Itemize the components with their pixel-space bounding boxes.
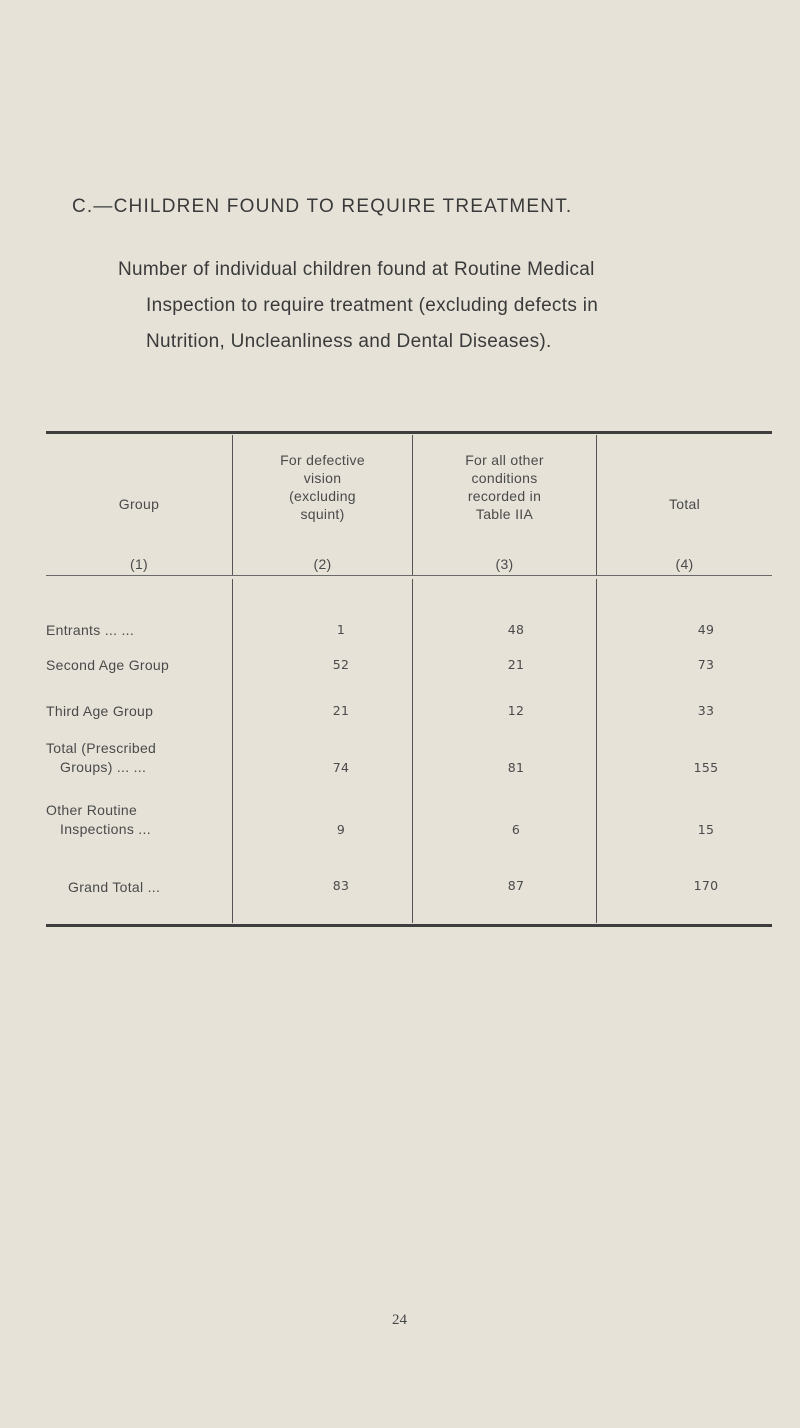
intro-line-1: Number of individual children found at Routine Medical [118, 259, 595, 280]
header-col2-line2: vision [303, 470, 342, 486]
cell-defective-vision: 21 [332, 703, 350, 718]
header-col3-line3: recorded in [467, 488, 542, 504]
row-label-line2: Inspections ... [60, 821, 151, 837]
row-label [46, 739, 232, 777]
header-col3-line2: conditions [471, 470, 538, 486]
header-other-conditions [413, 451, 596, 523]
cell-total: 49 [697, 622, 715, 637]
cell-other-conditions: 48 [507, 622, 525, 637]
page-number: 24 [392, 1312, 407, 1328]
row-label: Entrants ... ... [46, 622, 135, 638]
intro-line-3: Nutrition, Uncleanliness and Dental Diseases). [146, 331, 552, 352]
header-col2-line4: squint) [300, 506, 345, 522]
cell-other-conditions: 81 [507, 760, 525, 775]
cell-defective-vision: 83 [332, 878, 350, 893]
cell-total: 73 [697, 657, 715, 672]
header-col2-line1: For defective [280, 452, 365, 468]
cell-other-conditions: 6 [511, 822, 521, 837]
cell-other-conditions: 12 [507, 703, 525, 718]
row-label-line1: Other Routine [46, 802, 138, 818]
cell-other-conditions: 87 [507, 878, 525, 893]
cell-total: 15 [697, 822, 715, 837]
cell-total: 170 [693, 878, 719, 893]
header-col3-line1: For all other [465, 452, 544, 468]
cell-defective-vision: 74 [332, 760, 350, 775]
column-divider [412, 579, 413, 923]
table-bottom-rule [46, 924, 772, 927]
row-label: Grand Total ... [68, 879, 161, 895]
cell-other-conditions: 21 [507, 657, 525, 672]
row-label: Second Age Group [46, 657, 170, 673]
header-defective-vision [233, 451, 412, 523]
cell-total: 155 [693, 760, 719, 775]
row-label [46, 801, 232, 839]
column-divider [596, 579, 597, 923]
header-num-3: (3) [495, 556, 514, 572]
row-label: Third Age Group [46, 703, 154, 719]
intro-line-2: Inspection to require treatment (excluding defects in [146, 295, 599, 316]
cell-defective-vision: 52 [332, 657, 350, 672]
column-divider [232, 579, 233, 923]
row-label-line2: Groups) ... ... [60, 759, 147, 775]
intro-paragraph [118, 252, 778, 360]
header-num-4: (4) [675, 556, 694, 572]
header-col2-line3: (excluding [289, 488, 356, 504]
table-top-rule [46, 431, 772, 434]
table-header-rule [46, 575, 772, 576]
cell-total: 33 [697, 703, 715, 718]
cell-defective-vision: 9 [336, 822, 346, 837]
header-num-2: (2) [313, 556, 332, 572]
header-group: Group [118, 496, 160, 512]
header-col3-line4: Table IIA [475, 506, 534, 522]
row-label-line1: Total (Prescribed [46, 740, 157, 756]
header-num-1: (1) [129, 556, 148, 572]
section-heading: C.—CHILDREN FOUND TO REQUIRE TREATMENT. [72, 196, 573, 217]
header-total: Total [668, 496, 701, 512]
cell-defective-vision: 1 [336, 622, 346, 637]
